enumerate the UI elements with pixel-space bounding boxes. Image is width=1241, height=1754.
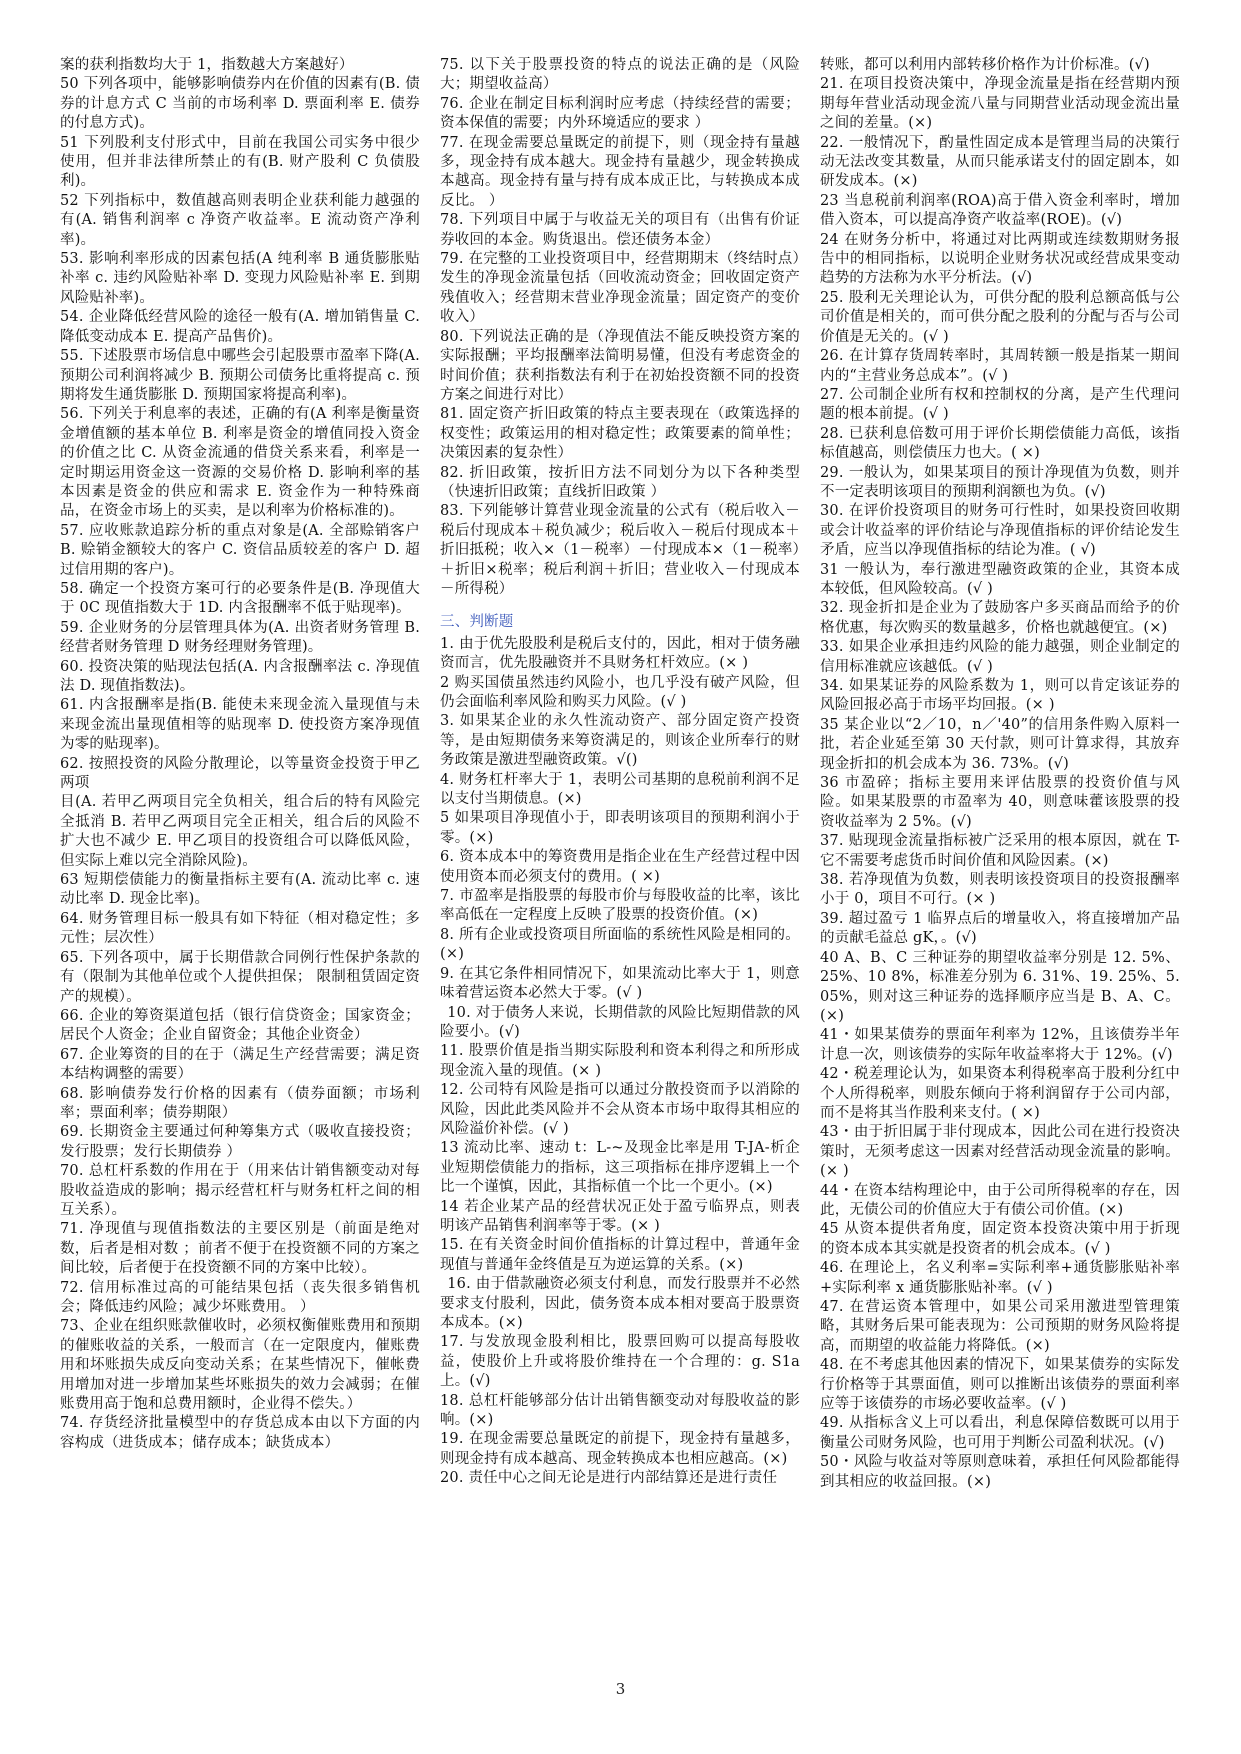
- paragraph: 61. 内含报酬率是指(B. 能使未来现金流入量现值与未来现金流出量现值相等的贴现率 D. 使投资方案净现值为零的贴现率)。: [60, 697, 420, 753]
- document-page: [60, 56, 1190, 1676]
- paragraph: 45 从资本提供者角度，固定资本投资决策中用于折现的资本成本其实就是投资者的机会成本。(√ ): [820, 1221, 1180, 1257]
- paragraph: 50 下列各项中，能够影响债券内在价值的因素有(B. 债券的计息方式 C 当前的市场利率 D. 票面利率 E. 债券的付息方式)。: [60, 76, 420, 132]
- paragraph: 79. 在完整的工业投资项目中，经营期期末（终结时点）发生的净现金流量包括（回收流动资金；回收固定资产残值收入；经营期末营业净现金流量；固定资产的变价收入）: [440, 251, 800, 326]
- paragraph: 57. 应收账款追踪分析的重点对象是(A. 全部赊销客户 B. 赊销金额较大的客户 C. 资信品质较差的客户 D. 超过信用期的客户)。: [60, 522, 420, 578]
- paragraph: 68. 影响债券发行价格的因素有（债券面额；市场利率；票面利率；债券期限）: [60, 1085, 420, 1121]
- paragraph: 36 市盈碎；指标主要用来评估股票的投资价值与风险。如果某股票的市盈率为 40，则意味藿该股票的投资收益率为 2 5%。(√): [820, 775, 1180, 830]
- paragraph: 24 在财务分析中，将通过对比两期或连续数期财务报告中的相同指标，以说明企业财务状况或经营成果变动趋势的方法称为水平分析法。(√): [820, 231, 1180, 287]
- paragraph: 42・税差理论认为，如果资本利得税率高于股利分红中个人所得税率，则股东倾向于将利润留存于公司内部，而不是将其当作股利来支付。( ×): [820, 1066, 1180, 1121]
- paragraph: 25. 股利无关理论认为，可供分配的股利总额高低与公司价值是相关的，而可供分配之股利的分配与否与公司价值是无关的。(√ ): [820, 289, 1180, 345]
- paragraph: 14 若企业某产品的经营状况正处于盈亏临界点，则表明该产品销售利润率等于零。(× ): [440, 1198, 800, 1234]
- paragraph: 43・由于折旧属于非付现成本，因此公司在进行投资决策时，无须考虑这一因素对经营活动现金流量的影响。(× ): [820, 1124, 1180, 1180]
- paragraph: 55. 下述股票市场信息中哪些会引起股票市盈率下降(A. 预期公司利润将减少 B. 预期公司债务比重将提高 c. 预期将发生通货膨胀 D. 预期国家将提高利率)。: [60, 348, 420, 403]
- paragraph: 50・风险与收益对等原则意味着，承担任何风险都能得到其相应的收益回报。(×): [820, 1454, 1180, 1490]
- paragraph: 70. 总杠杆系数的作用在于（用来估计销售额变动对每股收益造成的影响；揭示经营杠杆与财务杠杆之间的相互关系）。: [60, 1163, 420, 1218]
- paragraph: 48. 在不考虑其他因素的情况下，如果某债券的实际发行价格等于其票面值，则可以推断出该债券的票面利率应等于该债券的市场必要收益率。(√ ): [820, 1357, 1180, 1413]
- paragraph: 46. 在理论上，名义利率=实际利率+通货膨胀贴补率+实际利率 x 通货膨胀贴补率。(√ ): [820, 1260, 1180, 1296]
- paragraph: 77. 在现金需要总量既定的前提下，则（现金持有量越多，现金持有成本越大。现金持有量越少，现金转换成本越高。现金持有量与持有成本成正比，与转换成本成反比。 ）: [440, 134, 800, 209]
- page-number: 3: [615, 1680, 626, 1698]
- paragraph: 49. 从指标含义上可以看出，利息保障倍数既可以用于衡量公司财务风险，也可用于判断公司盈利状况。(√): [820, 1415, 1180, 1451]
- paragraph: 54. 企业降低经营风险的途径一般有(A. 增加销售量 C. 降低变动成本 E. 提高产品售价)。: [60, 309, 420, 345]
- paragraph: 83. 下列能够计算营业现金流量的公式有（税后收入－税后付现成本＋税负减少；税后收入－税后付现成本＋折旧抵税；收入×（1－税率）－付现成本×（1－税率）＋折旧×税率；税后利润＋折旧；营业收入－付现成本－所得税）: [440, 503, 800, 597]
- paragraph: 52 下列指标中，数值越高则表明企业获利能力越强的有(A. 销售利润率 c 净资产收益率。E 流动资产净利率)。: [60, 192, 420, 248]
- paragraph: 15. 在有关资金时间价值指标的计算过程中，普通年金现值与普通年金终值是互为逆运算的关系。(×): [440, 1237, 800, 1273]
- paragraph: 47. 在营运资本管理中，如果公司采用激进型管理策略，其财务后果可能表现为：公司预期的财务风险将提高，而期望的收益能力将降低。(×): [820, 1299, 1180, 1354]
- paragraph: 53. 影响利率形成的因素包括(A 纯利率 B 通货膨胀贴补率 c. 违约风险贴补率 D. 变现力风险贴补率 E. 到期风险贴补率)。: [60, 251, 420, 306]
- paragraph: 75. 以下关于股票投资的特点的说法正确的是（风险大；期望收益高）: [440, 57, 800, 93]
- paragraph: 67. 企业筹资的目的在于（满足生产经营需要；满足资本结构调整的需要）: [60, 1046, 420, 1083]
- paragraph: 11. 股票价值是指当期实际股利和资本利得之和所形成现金流入量的现值。(× ): [440, 1043, 800, 1079]
- paragraph: 32. 现金折扣是企业为了鼓励客户多买商品而给予的价格优惠，每次购买的数量越多，价格也就越便宜。(×): [820, 600, 1180, 636]
- paragraph: 2 购买国债虽然违约风险小，也几乎没有破产风险，但仍会面临利率风险和购买力风险。(√ ): [440, 674, 800, 710]
- paragraph: 38. 若净现值为负数，则表明该投资项目的投资报酬率小于 0，项目不可行。(× ): [820, 872, 1180, 908]
- paragraph: 80. 下列说法正确的是（净现值法不能反映投资方案的实际报酬；平均报酬率法简明易懂，但没有考虑资金的时间价值；获利指数法有利于在初始投资额不同的投资方案之间进行对比）: [440, 328, 800, 403]
- paragraph: 69. 长期资金主要通过何种筹集方式（吸收直接投资；发行股票；发行长期债券 ）: [60, 1124, 420, 1160]
- paragraph: 76. 企业在制定目标利润时应考虑（持续经营的需要；资本保值的需要；内外环境适应的要求 ）: [440, 95, 800, 132]
- paragraph: 62. 按照投资的风险分散理论，以等量资金投资于甲乙两项: [60, 755, 420, 792]
- section-heading-judgment: 三、判断题: [440, 614, 514, 631]
- paragraph: 12. 公司特有风险是指可以通过分散投资而予以消除的风险，因此此类风险并不会从资本市场中取得其相应的风险溢价补偿。(√ ): [440, 1082, 800, 1137]
- paragraph: 51 下列股利支付形式中，目前在我国公司实务中很少使用，但并非法律所禁止的有(B. 财产股利 C 负债股利)。: [60, 134, 420, 190]
- paragraph: 28. 已获利息倍数可用于评价长期偿债能力高低，该指标值越高，则偿债压力也大。( ×): [820, 425, 1180, 462]
- paragraph: 60. 投资决策的贴现法包括(A. 内含报酬率法 c. 净现值法 D. 现值指数法)。: [60, 658, 420, 694]
- paragraph: 33. 如果企业承担违约风险的能力越强，则企业制定的信用标准就应该越低。(√ ): [820, 639, 1180, 675]
- paragraph: 31 一般认为，奉行激进型融资政策的企业，其资本成本较低，但风险较高。(√ ): [820, 561, 1180, 597]
- paragraph: 56. 下列关于利息率的表述，正确的有(A 利率是衡量资金增值额的基本单位 B. 利率是资金的增值同投入资金的价值之比 C. 从资金流通的借贷关系来看，利率是一定时期运用资金这一资源的交易价格 D. 影响利率的基本因素是资金的供应和需求 E. 资金作为一种特殊商品，在资金市场上的买卖，是以利率为价格标准的)。: [60, 406, 420, 520]
- paragraph: 20. 责任中心之间无论是进行内部结算还是进行责任: [440, 1470, 778, 1487]
- paragraph: 6. 资本成本中的筹资费用是指企业在生产经营过程中因使用资本而必须支付的费用。( ×): [440, 849, 800, 885]
- paragraph: 目(A. 若甲乙两项目完全负相关，组合后的特有风险完全抵消 B. 若甲乙两项目完全正相关，组合后的风险不扩大也不减少 E. 甲乙项目的投资组合可以降低风险，但实际上难以完全消除风险)。: [60, 794, 420, 869]
- paragraph: 58. 确定一个投资方案可行的必要条件是(B. 净现值大于 0C 现值指数大于 1D. 内含报酬率不低于贴现率)。: [60, 580, 420, 617]
- column-left: [60, 56, 420, 1676]
- paragraph: 9. 在其它条件相同情况下，如果流动比率大于 1，则意味着营运资本必然大于零。(√ ): [440, 965, 800, 1002]
- paragraph: 29. 一般认为，如果某项目的预计净现值为负数，则并不一定表明该项目的预期利润额也为负。(√): [820, 464, 1180, 500]
- paragraph: 78. 下列项目中属于与收益无关的项目有（出售有价证券收回的本金。购货退出。偿还债务本金）: [440, 212, 800, 248]
- column-middle: [440, 56, 800, 1676]
- paragraph: 39. 超过盈亏 1 临界点后的增量收入，将直接增加产品的贡献毛益总 gK，。(√): [820, 910, 1180, 947]
- paragraph: 44・在资本结构理论中，由于公司所得税率的存在，因此，无债公司的价值应大于有债公司价值。(×): [820, 1182, 1180, 1218]
- paragraph: 34. 如果某证券的风险系数为 1，则可以肯定该证券的风险回报必高于市场平均回报。(× ): [820, 678, 1180, 714]
- paragraph: 41・如果某债券的票面年利率为 12%，且该债券半年计息一次，则该债券的实际年收益率将大于 12%。(√): [820, 1027, 1180, 1063]
- paragraph: 40 A、B、C 三种证券的期望收益率分别是 12. 5%、25%、10 8%，标准差分别为 6. 31%、19. 25%、5. 05%，则对这三种证券的选择顺序应当是 B、A、C。(×): [820, 949, 1180, 1024]
- paragraph: 35 某企业以“2／10，n／'40”的信用条件购入原料一批，若企业延至第 30 天付款，则可计算求得，其放弃现金折扣的机会成本为 36. 73%。(√): [820, 716, 1180, 772]
- paragraph: 19. 在现金需要总量既定的前提下，现金持有量越多，则现金持有成本越高、现金转换成本也相应越高。(×): [440, 1431, 800, 1467]
- paragraph: 72. 信用标准过高的可能结果包括（丧失很多销售机会；降低违约风险；减少坏账费用。 ）: [60, 1279, 420, 1315]
- paragraph: 73、企业在组织账款催收时，必须权衡催账费用和预期的催账收益的关系，一般而言（在一定限度内，催账费用和坏账损失成反向变动关系；在某些情况下，催帐费用增加对进一步增加某些坏账损失的效力会减弱；在催账费用高于饱和总费用额时，企业得不偿失。）: [60, 1318, 420, 1413]
- paragraph: 5 如果项目净现值小于，即表明该项目的预期利润小于零。(×): [440, 810, 800, 846]
- paragraph: 4. 财务杠杆率大于 1，表明公司基期的息税前利润不足以支付当期债息。(×): [440, 771, 800, 808]
- paragraph: 81. 固定资产折旧政策的特点主要表现在（政策选择的权变性；政策运用的相对稳定性；政策要素的简单性；决策因素的复杂性）: [440, 406, 800, 462]
- paragraph: 案的获利指数均大于 1，指数越大方案越好）: [60, 57, 354, 73]
- paragraph: 21. 在项目投资决策中，净现金流量是指在经营期内预期每年营业活动现金流八量与同期营业活动现金流出量之间的差量。(×): [820, 76, 1180, 132]
- paragraph: 66. 企业的筹资渠道包括（银行信贷资金；国家资金；居民个人资金；企业自留资金；其他企业资金）: [60, 1007, 420, 1044]
- paragraph: 22. 一般情况下，酌量性固定成本是管理当局的决策行动无法改变其数量，从而只能承诺支付的固定剧本，如研发成本。(×): [820, 134, 1180, 190]
- paragraph: 71. 净现值与现值指数法的主要区别是（前面是绝对数，后者是相对数 ；前者不便于在投资额不同的方案之间比较，后者便于在投资额不同的方案中比较）。: [60, 1221, 420, 1277]
- paragraph: 74. 存货经济批量模型中的存货总成本由以下方面的内容构成（进货成本；储存成本；缺货成本）: [60, 1415, 420, 1451]
- paragraph: 63 短期偿债能力的衡量指标主要有(A. 流动比率 c. 速动比率 D. 现金比率)。: [60, 872, 420, 908]
- paragraph: 8. 所有企业或投资项目所面临的系统性风险是相同的。(×): [440, 926, 800, 963]
- paragraph: 59. 企业财务的分层管理具体为(A. 出资者财务管理 B. 经营者财务管理 D 财务经理财务管理)。: [60, 619, 420, 656]
- paragraph: 18. 总杠杆能够部分估计出销售额变动对每股收益的影响。(×): [440, 1392, 800, 1429]
- paragraph: 3. 如果某企业的永久性流动资产、部分固定资产投资等，是由短期债务来筹资满足的，则该企业所奉行的财务政策是激进型融资政策。√(): [440, 713, 800, 769]
- paragraph: 23 当息税前利润率(ROA)高于借入资金利率时，增加借入资本，可以提高净资产收益率(ROE)。(√): [820, 192, 1180, 229]
- paragraph: 转账，都可以利用内部转移价格作为计价标准。(√): [820, 57, 1150, 73]
- paragraph: 1. 由于优先股股利是税后支付的，因此，相对于债务融资而言，优先股融资并不具财务杠杆效应。(× ): [440, 635, 800, 672]
- paragraph: 30. 在评价投资项目的财务可行性时，如果投资回收期或会计收益率的评价结论与净现值指标的评价结论发生矛盾，应当以净现值指标的结论为准。( √): [820, 503, 1180, 559]
- paragraph: 64. 财务管理目标一般具有如下特征（相对稳定性；多元性；层次性）: [60, 910, 420, 947]
- column-right: [820, 56, 1180, 1676]
- paragraph: 16. 由于借款融资必须支付利息，而发行股票并不必然要求支付股利，因此，债务资本成本相对要高于股票资本成本。(×): [440, 1276, 800, 1331]
- paragraph: 27. 公司制企业所有权和控制权的分离，是产生代理问题的根本前提。(√ ): [820, 386, 1180, 423]
- paragraph: 13 流动比率、速动 t：L-~及现金比率是用 T-JA-析企业短期偿债能力的指标，这三项指标在排序逻辑上一个比一个谨慎，因此，其指标值一个比一个更小。(×): [440, 1140, 800, 1196]
- paragraph: 65. 下列各项中，属于长期借款合同例行性保护条款的有（限制为其他单位或个人提供担保； 限制租赁固定资产的规模）。: [60, 949, 420, 1005]
- paragraph: 17. 与发放现金股利相比，股票回购可以提高每股收益，使股价上升或将股价维持在一个合理的：g. S1a上。(√): [440, 1334, 800, 1390]
- paragraph: 7. 市盈率是指股票的每股市价与每股收益的比率，该比率高低在一定程度上反映了股票的投资价值。(×): [440, 888, 800, 924]
- paragraph: 26. 在计算存货周转率时，其周转额一般是指某一期间内的“主营业务总成本”。(√ ): [820, 348, 1180, 384]
- paragraph: 82. 折旧政策，按折旧方法不同划分为以下各种类型（快速折旧政策；直线折旧政策 ）: [440, 464, 800, 500]
- paragraph: 37. 贴现现金流量指标被广泛采用的根本原因，就在 T-它不需要考虑货币时间价值和风险因素。(×): [820, 833, 1180, 869]
- paragraph: 10. 对于债务人来说，长期借款的风险比短期借款的风险要小。(√): [440, 1004, 800, 1040]
